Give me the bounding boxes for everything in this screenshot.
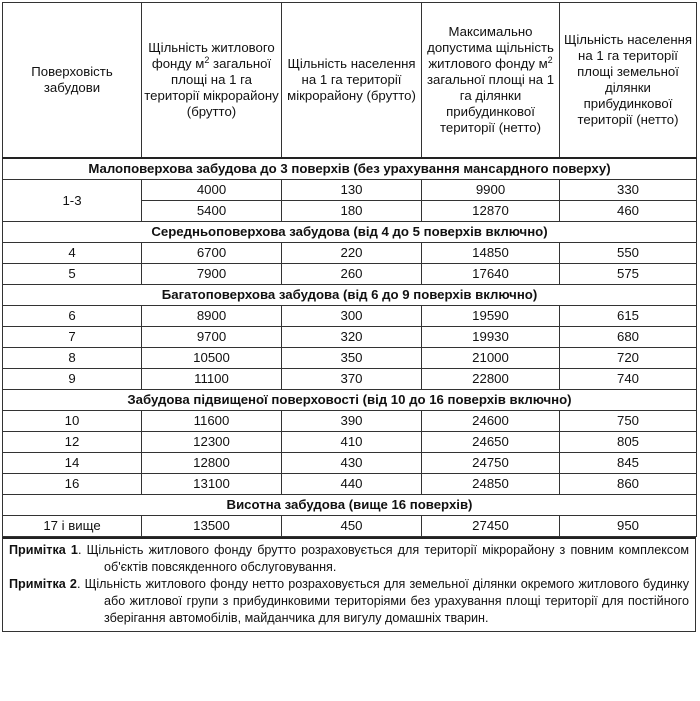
table-cell-housing-net: 12870 <box>422 201 560 222</box>
table-cell-population-net: 805 <box>560 432 697 453</box>
table-cell-population-gross: 220 <box>282 243 422 264</box>
table-row <box>3 243 697 264</box>
table-row <box>3 264 697 285</box>
table-cell-population-gross: 410 <box>282 432 422 453</box>
table-cell-population-net: 860 <box>560 474 697 495</box>
section-title: Забудова підвищеної поверховості (від 10 до 16 поверхів включно) <box>3 390 697 411</box>
table-cell-housing-gross: 12300 <box>142 432 282 453</box>
table-cell-floors: 5 <box>3 264 142 285</box>
table-cell-housing-gross: 11100 <box>142 369 282 390</box>
table-cell-housing-net: 17640 <box>422 264 560 285</box>
note-label: Примітка 1 <box>9 543 78 557</box>
table-cell-floors: 1-3 <box>3 180 142 222</box>
header-building-height: Поверховість забудови <box>3 3 142 159</box>
note-1 <box>9 542 689 576</box>
table-cell-population-gross: 370 <box>282 369 422 390</box>
table-cell-population-gross: 350 <box>282 348 422 369</box>
table-cell-population-net: 845 <box>560 453 697 474</box>
table-cell-population-net: 950 <box>560 516 697 537</box>
table-cell-population-net: 680 <box>560 327 697 348</box>
table-cell-population-net: 575 <box>560 264 697 285</box>
section-title: Висотна забудова (вище 16 поверхів) <box>3 495 697 516</box>
table-cell-population-net: 550 <box>560 243 697 264</box>
table-cell-housing-net: 9900 <box>422 180 560 201</box>
header-max-housing-density-net: Максимально допустима щільність житлового фонду $м^2$ загальної площі на 1 га ділянки прибудинкової території (нетто) <box>422 3 560 159</box>
table-cell-floors: 9 <box>3 369 142 390</box>
table-row <box>3 453 697 474</box>
table-row <box>3 432 697 453</box>
table-cell-housing-gross: 8900 <box>142 306 282 327</box>
section-header-row <box>3 390 697 411</box>
header-housing-density-gross: Щільність житлового фонду $м^2$ загальної площі на 1 га території мікрорайону (брутто) <box>142 3 282 159</box>
table-cell-population-net: 740 <box>560 369 697 390</box>
table-cell-population-net: 460 <box>560 201 697 222</box>
section-title: Малоповерхова забудова до 3 поверхів (без урахування мансардного поверху) <box>3 158 697 180</box>
table-cell-housing-net: 24600 <box>422 411 560 432</box>
table-cell-housing-net: 19930 <box>422 327 560 348</box>
table-cell-housing-gross: 6700 <box>142 243 282 264</box>
table-cell-housing-net: 24750 <box>422 453 560 474</box>
table-cell-population-gross: 390 <box>282 411 422 432</box>
table-header-row <box>3 3 697 159</box>
table-cell-population-gross: 300 <box>282 306 422 327</box>
table-cell-floors: 14 <box>3 453 142 474</box>
table-cell-housing-gross: 9700 <box>142 327 282 348</box>
section-header-row <box>3 285 697 306</box>
table-cell-floors: 17 і вище <box>3 516 142 537</box>
table-cell-housing-gross: 13500 <box>142 516 282 537</box>
table-cell-population-net: 615 <box>560 306 697 327</box>
table-cell-housing-gross: 12800 <box>142 453 282 474</box>
table-row <box>3 306 697 327</box>
note-2 <box>9 576 689 627</box>
table-row <box>3 369 697 390</box>
table-cell-housing-net: 19590 <box>422 306 560 327</box>
table-cell-floors: 12 <box>3 432 142 453</box>
note-text: . Щільність житлового фонду нетто розраховується для земельної ділянки окремого житлового будинку або житлової групи з прибудинковими територіями без урахування площі території для постійного зберігання автомобілів, майданчика для вигулу домашніх тварин. <box>76 577 690 625</box>
table-cell-population-gross: 260 <box>282 264 422 285</box>
table-cell-population-gross: 440 <box>282 474 422 495</box>
table-row <box>3 180 697 201</box>
section-title: Середньоповерхова забудова (від 4 до 5 поверхів включно) <box>3 222 697 243</box>
table-cell-population-gross: 430 <box>282 453 422 474</box>
table-row <box>3 348 697 369</box>
table-row <box>3 474 697 495</box>
table-cell-housing-gross: 13100 <box>142 474 282 495</box>
table-cell-population-net: 330 <box>560 180 697 201</box>
table-cell-housing-gross: 5400 <box>142 201 282 222</box>
table-cell-floors: 10 <box>3 411 142 432</box>
table-cell-housing-net: 27450 <box>422 516 560 537</box>
table-row <box>3 411 697 432</box>
table-cell-population-gross: 180 <box>282 201 422 222</box>
table-cell-floors: 6 <box>3 306 142 327</box>
notes-block <box>2 537 696 632</box>
table-cell-floors: 7 <box>3 327 142 348</box>
section-header-row <box>3 222 697 243</box>
table-cell-floors: 8 <box>3 348 142 369</box>
table-cell-housing-net: 21000 <box>422 348 560 369</box>
table-cell-housing-net: 22800 <box>422 369 560 390</box>
table-cell-population-gross: 320 <box>282 327 422 348</box>
section-header-row <box>3 158 697 180</box>
table-cell-housing-net: 14850 <box>422 243 560 264</box>
table-cell-housing-gross: 4000 <box>142 180 282 201</box>
note-text: . Щільність житлового фонду брутто розраховується для території мікрорайону з повним комплексом об'єктів повсякденного обслуговування. <box>77 543 690 574</box>
table-cell-housing-gross: 11600 <box>142 411 282 432</box>
table-cell-housing-net: 24850 <box>422 474 560 495</box>
header-population-density-net: Щільність населення на 1 га території площі земельної ділянки прибудинкової території (нетто) <box>560 3 697 159</box>
section-header-row <box>3 495 697 516</box>
table-cell-housing-net: 24650 <box>422 432 560 453</box>
header-population-density-gross: Щільність населення на 1 га території мікрорайону (брутто) <box>282 3 422 159</box>
table-cell-floors: 16 <box>3 474 142 495</box>
table-cell-population-net: 750 <box>560 411 697 432</box>
table-row <box>3 516 697 537</box>
table-body <box>3 158 697 537</box>
section-title: Багатоповерхова забудова (від 6 до 9 поверхів включно) <box>3 285 697 306</box>
table-cell-housing-gross: 10500 <box>142 348 282 369</box>
table-cell-population-gross: 450 <box>282 516 422 537</box>
table-cell-population-gross: 130 <box>282 180 422 201</box>
table-row <box>3 327 697 348</box>
table-cell-population-net: 720 <box>560 348 697 369</box>
table-cell-floors: 4 <box>3 243 142 264</box>
table-cell-housing-gross: 7900 <box>142 264 282 285</box>
density-table <box>2 2 697 537</box>
note-label: Примітка 2 <box>9 577 77 591</box>
density-table-container <box>2 2 696 632</box>
